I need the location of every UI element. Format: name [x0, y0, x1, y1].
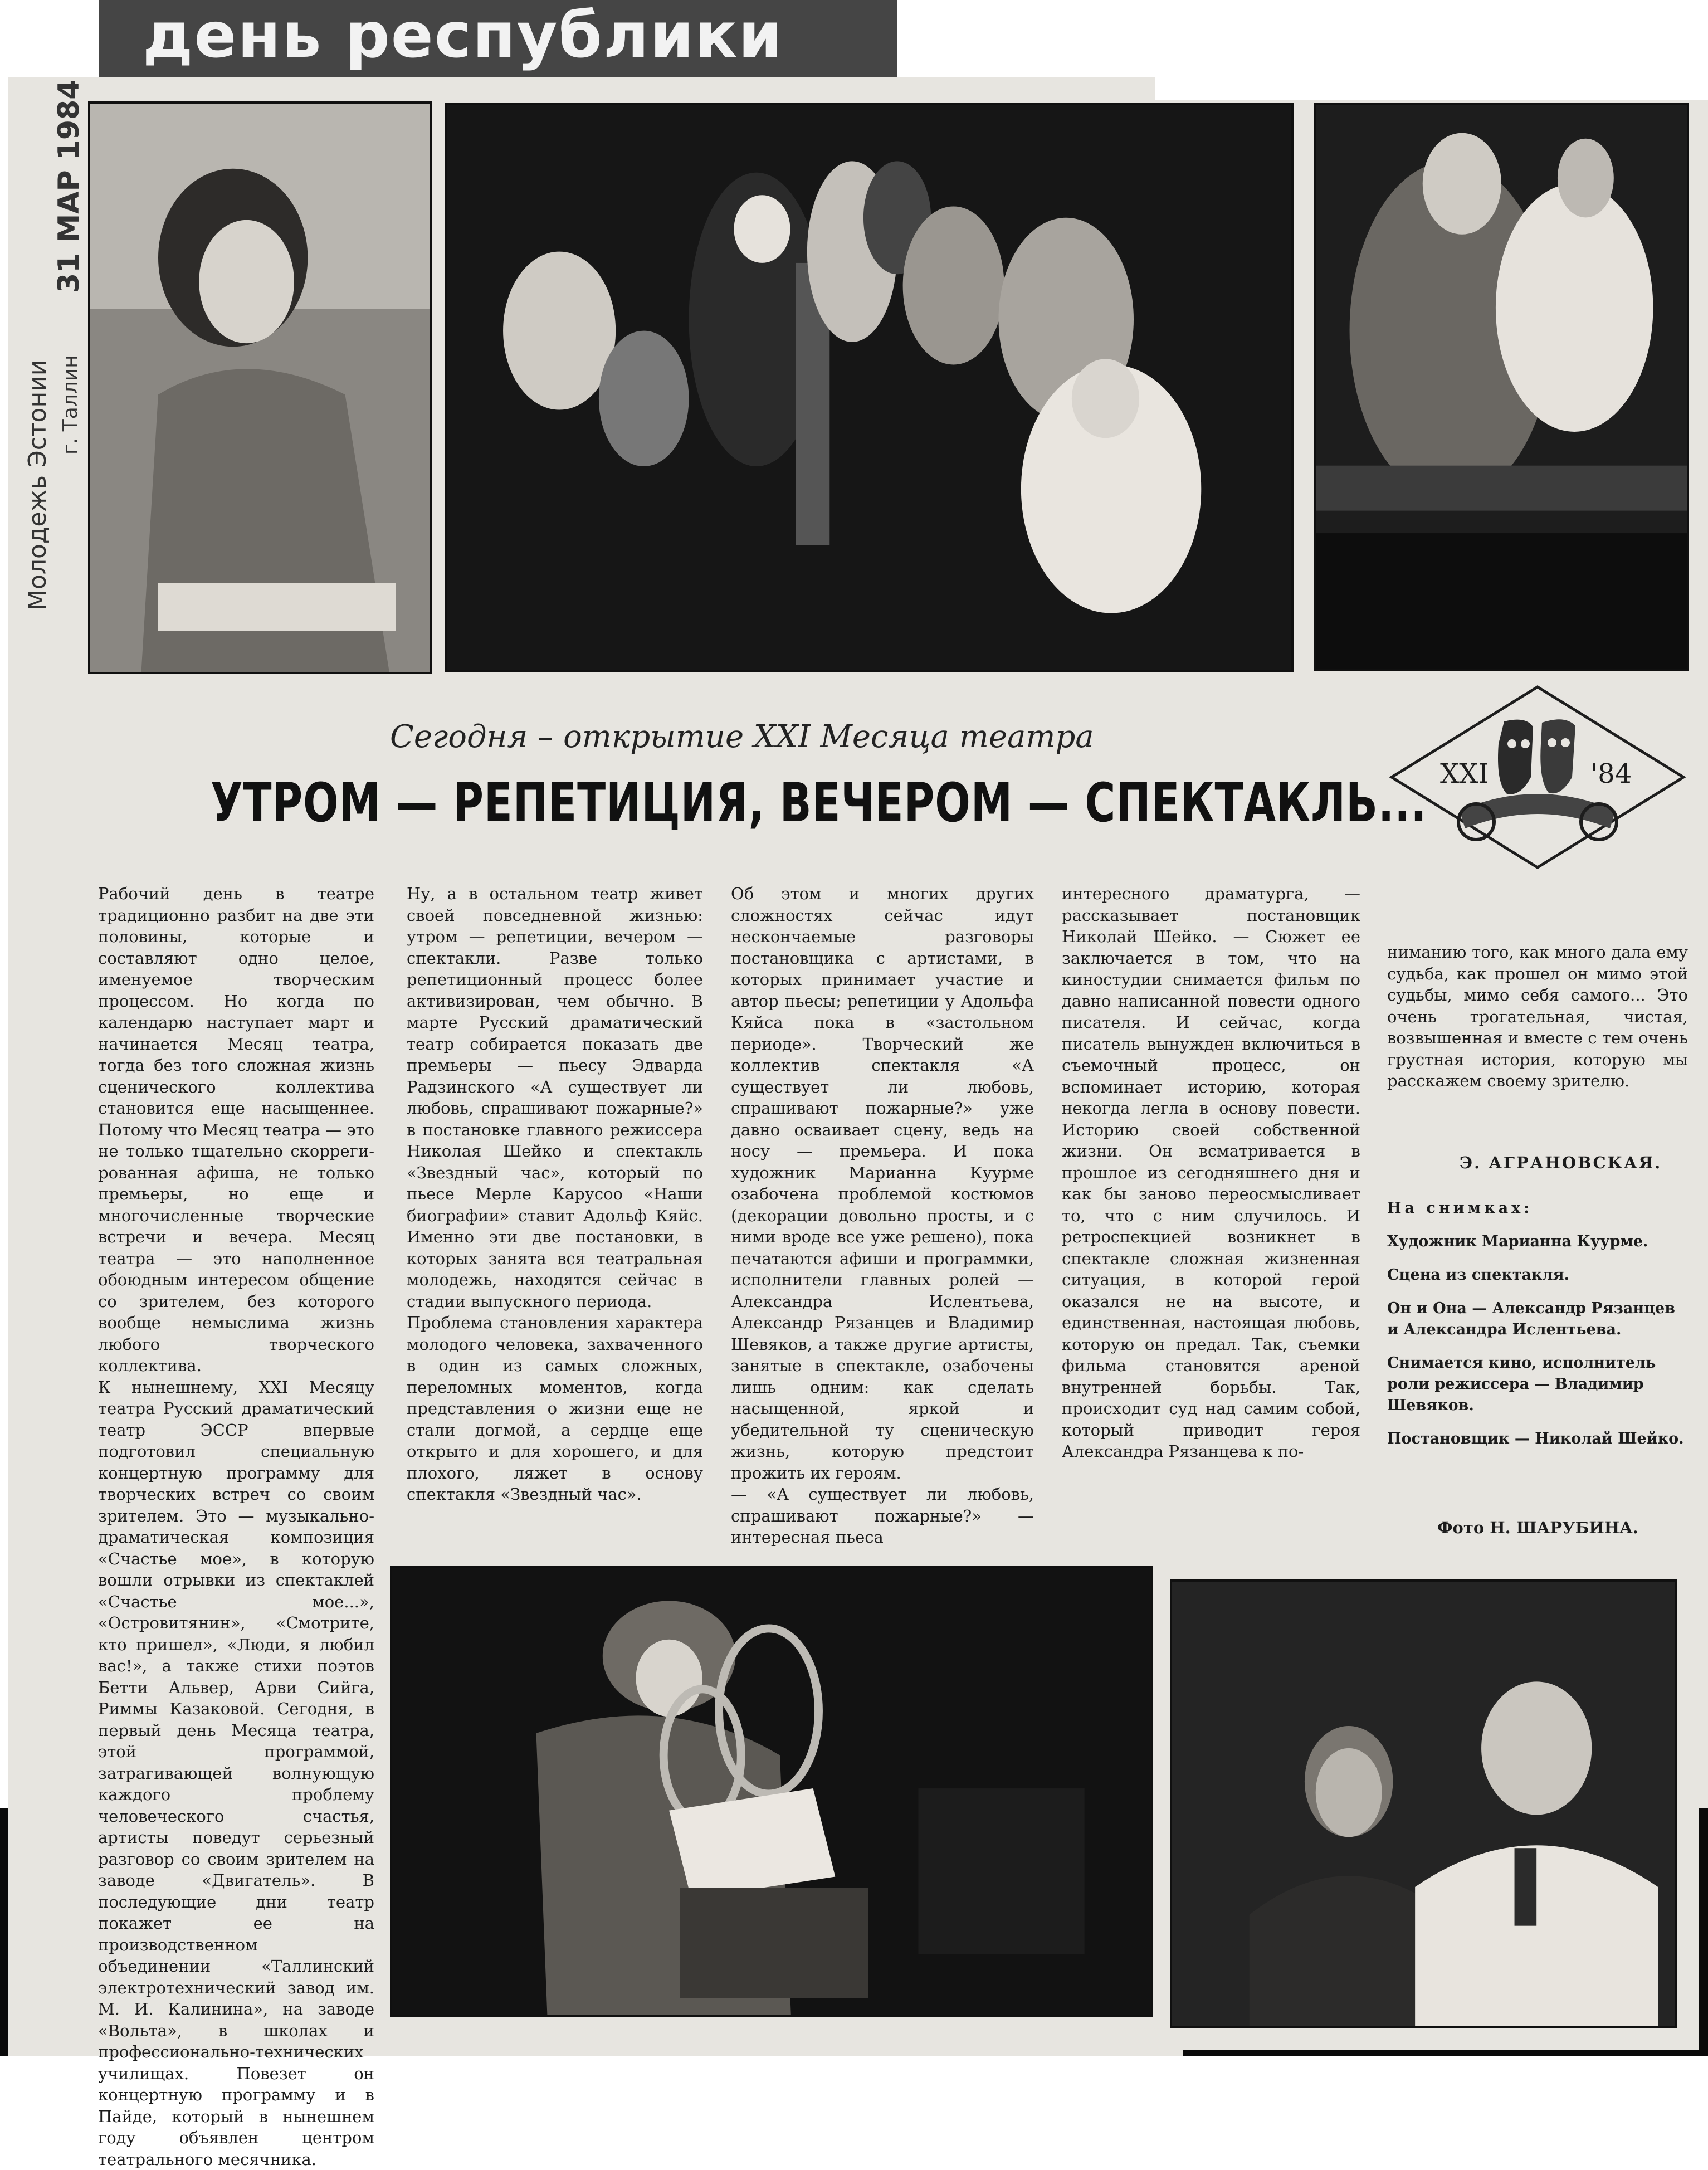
- emblem-right-text: '84: [1590, 758, 1632, 789]
- photo-artist-portrait: [88, 101, 432, 674]
- caption-item: Снимается кино, исполнитель роли режиссера — Владимир Шевяков.: [1387, 1354, 1656, 1414]
- stamp-date: 31 МАР 1984: [52, 79, 86, 293]
- photo-credit: Фото Н. ШАРУБИНА.: [1437, 1518, 1638, 1537]
- photo-captions: [1387, 1198, 1688, 1462]
- caption-item: Он и Она — Александр Рязанцев и Александра Ислентьева.: [1387, 1300, 1675, 1338]
- stamp-city: г. Таллин: [59, 355, 82, 455]
- theatre-masks-icon: [1387, 682, 1688, 872]
- clipping-stamp: [8, 31, 97, 616]
- photo-filming: [390, 1566, 1153, 2017]
- emblem-left-text: XXI: [1440, 758, 1489, 789]
- stamp-source: Молодежь Эстонии: [23, 359, 52, 611]
- rubric-banner: день республики: [99, 0, 897, 77]
- photo-scene-group-image: [447, 105, 1291, 670]
- photo-scene-group: [445, 103, 1294, 672]
- article-column-1: Рабочий день в театре традиционно разбит на две эти половины, которые и составляют одно целое, именуемое творческим процессом. Но когда по календарю наступает март и начинается Месяц театра, тогда без того сложная жизнь сценического коллектива становится еще насыщеннее. Потому что Месяц театра — это не только тщательно скоррегированная афиша, не только премьеры, но еще и многочисленные творческие встречи и вечера. Месяц театра — это наполненное обоюдным интересом общение со зрителем, без которого вообще немыслима жизнь любого творческого коллектива. К нынешнему, XXI Месяцу театра Русский драматический театр ЭССР впервые подготовил специальную концертную программу для творческих встреч со своим зрителем. Это — музыкально-драматическая композиция «Счастье мое», в которую вошли отрывки из спектаклей «Счастье мое...», «Островитянин», «Смотрите, кто пришел», «Люди, я любил вас!», а также стихи поэтов Бетти Альвер, Арви Сийга, Риммы Казаковой. Сегодня, в первый день Месяца театра, этой программой, затрагивающей волнующую каждого проблему человеческого счастья, артисты поведут серьезный разговор со своим зрителем на заводе «Двигатель». В последующие дни театр покажет ее на производственном объединении «Таллинский электротехнический завод им. М. И. Калинина», на заводе «Вольта», в школах и профессионально-технических училищах. Повезет он концертную программу и в Пайде, который в нынешнем году объявлен центром театрального месячника.: [98, 884, 374, 2169]
- article-column-3: Об этом и многих других сложностях сейчас идут нескончаемые разговоры постановщика с артистами, в которых принимает участие и автор пьесы; репетиции у Адольфа Кяйса пока в «застольном периоде». Творческий же коллектив спектакля «А существует ли любовь, спрашивают пожарные?» уже давно осваивает сцену, ведь на носу — премьера. И пока художник Марианна Куурме озабочена проблемой костюмов (декорации довольно просты, и с ними вроде все уже решено), пока печатаются афиши и программки, исполнители главных ролей — Александра Ислентьева, Александр Рязанцев и Владимир Шевяков, а также другие артисты, занятые в спектакле, озабочены лишь одним: как сделать насыщенной, яркой и убедительной ту сценическую жизнь, которую предстоит прожить их героям. — «А существует ли любовь, спрашивают пожарные?» — интересная пьеса: [731, 884, 1034, 1547]
- photo-he-and-she: [1314, 103, 1689, 671]
- photo-director-image: [1172, 1582, 1675, 2026]
- photo-director: [1170, 1579, 1677, 2028]
- captions-title: На снимках:: [1387, 1199, 1533, 1217]
- article-column-4: интересного драматурга, — рассказывает постановщик Николай Шейко. — Сюжет ее заключается в том, что на киностудии снимается фильм по давно написанной повести одного писателя. И сейчас, когда писатель вынужден включиться в съемочный процесс, он вспоминает историю, которая некогда легла в основу повести. Историю своей собственной жизни. Он всматривается в прошлое из сегодняшнего дня и как бы заново переосмысливает то, что с ним случилось. И ретроспекцией возникнет в спектакле сложная жизненная ситуация, в которой герой оказался не на высоте, и единственная, настоящая любовь, которую он предал. Так, съемки фильма становятся ареной внутренней борьбы. Так, происходит суд над самим собой, который приводит героя Александра Рязанцева к по-: [1062, 884, 1360, 1461]
- photo-filming-image: [392, 1568, 1151, 2015]
- caption-item: Постановщик — Николай Шейко.: [1387, 1430, 1684, 1447]
- photo-he-and-she-image: [1316, 105, 1687, 669]
- caption-item: Художник Марианна Куурме.: [1387, 1233, 1648, 1250]
- caption-item: Сцена из спектакля.: [1387, 1266, 1569, 1284]
- headline: УТРОМ — РЕПЕТИЦИЯ, ВЕЧЕРОМ — СПЕКТАКЛЬ...: [211, 772, 1427, 834]
- article-author: Э. АГРАНОВСКАЯ.: [1460, 1153, 1662, 1172]
- article-column-5: ниманию того, как много дала ему судьба, как прошел он мимо этой судьбы, мимо себя самого... Это очень трогательная, чистая, возвышенная и вместе с тем очень грустная история, которую мы расскажем своему зрителю.: [1387, 943, 1688, 1090]
- kicker: Сегодня – открытие XXI Месяца театра: [390, 719, 1094, 755]
- photo-artist-portrait-image: [90, 104, 430, 672]
- theatre-month-emblem: [1387, 682, 1688, 872]
- article-column-2: Ну, а в остальном театр живет своей повседневной жизнью: утром — репетиции, вечером — спектакли. Разве только репетиционный процесс более активизирован, чем обычно. В марте Русский драматический театр собирается показать две премьеры — пьесу Эдварда Радзинского «А существует ли любовь, спрашивают пожарные?» в постановке главного режиссера Николая Шейко и спектакль «Звездный час», который по пьесе Мерле Карусоо «Наши биографии» ставит Адольф Кяйс. Именно эти две постановки, в которых занята вся театральная молодежь, находятся сейчас в стадии выпускного периода. Проблема становления характера молодого человека, захваченного в один из самых сложных, переломных моментов, когда представления о жизни еще не стали догмой, а сердце еще открыто и для хорошего, и для плохого, ляжет в основу спектакля «Звездный час».: [407, 884, 703, 1504]
